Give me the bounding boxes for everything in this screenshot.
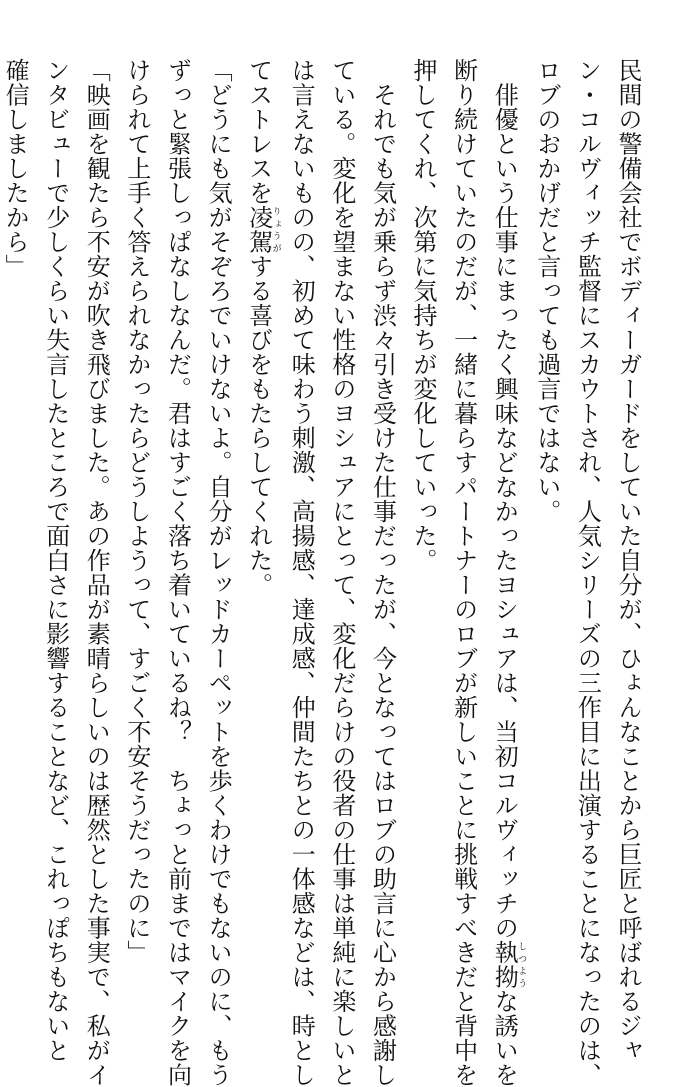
text-line-3: ロブのおかげだと言っても過言ではない。 [532, 58, 561, 524]
text-line-6: 押してくれ、次第に気持ちが変化していった。 [409, 58, 438, 573]
text-line-11: 「どうにも気がそぞろでいけないよ。自分がレッドカーペットを歩くわけでもないのに、もう [204, 58, 233, 1087]
furigana-reading: しつよう [516, 940, 527, 989]
text-line-10: てストレスを凌駕りょうがする喜びをもたらしてくれた。 [244, 58, 281, 597]
text-line-5: 断り続けていたのだが、一緒に暮らすパートナーのロブが新しいことに挑戦すべきだと背中を [449, 58, 478, 1087]
text-line-8: ている。変化を望まない性格のヨシュアにとって、変化だらけの役者の仕事は単純に楽しいと [327, 58, 356, 1087]
text-line-16: 確信しましたから」 [1, 58, 30, 279]
text-line-4: 俳優という仕事にまったく興味などなかったヨシュアは、当初コルヴィッチの執拗しつような誘いを [490, 58, 527, 1087]
furigana-ruby: 凌駕りょうが [244, 205, 281, 254]
text-line-13: けられて上手く答えられなかったらどうしようって、すごく不安そうだったのに」 [122, 58, 151, 965]
text-line-12: ずっと緊張しっぱなしなんだ。君はすごく落ち着いているね？ ちょっと前まではマイクを向 [163, 58, 192, 1087]
vertical-text-body [0, 58, 648, 1087]
text-line-9: は言えないものの、初めて味わう刺激、高揚感、達成感、仲間たちとの一体感などは、時とし [287, 58, 316, 1087]
text-line-14: 「映画を観たら不安が吹き飛びました。あの作品が素晴らしいのは歴然とした事実で、私がイ [82, 58, 111, 1087]
text-line-15: ンタビューで少しくらい失言したところで面白さに影響することなど、これっぽちもないと [41, 58, 70, 1063]
text-line-7: それでも気が乗らず渋々引き受けた仕事だったが、今となってはロブの助言に心から感謝し [368, 58, 397, 1087]
furigana-reading: りょうが [270, 205, 281, 254]
text-line-2: ン・コルヴィッチ監督にスカウトされ、人気シリーズの三作目に出演することになったのは、 [573, 58, 602, 1087]
furigana-ruby: 執拗しつよう [490, 940, 527, 989]
text-line-1: 民間の警備会社でボディーガードをしていた自分が、ひょんなことから巨匠と呼ばれるジャ [614, 58, 642, 1063]
